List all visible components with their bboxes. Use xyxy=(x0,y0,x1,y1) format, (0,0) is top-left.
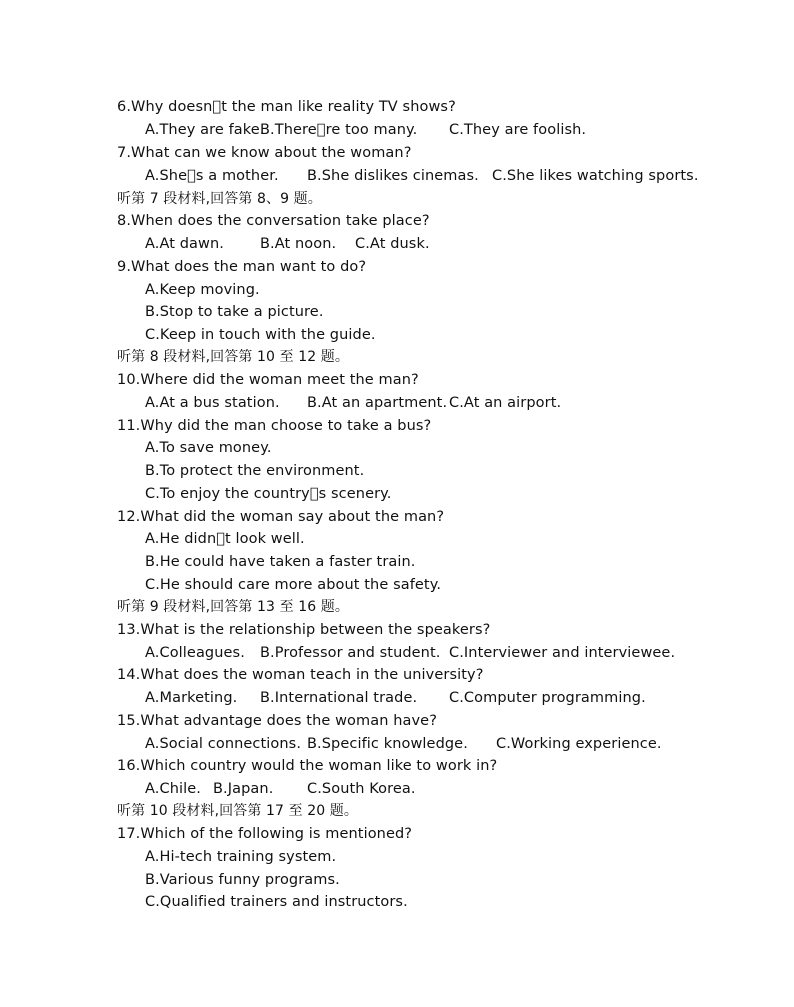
option-a: A.They are fake. xyxy=(145,122,265,138)
option-c: C.He should care more about the safety. xyxy=(145,577,442,593)
option-b: B.Various funny programs. xyxy=(145,872,340,888)
question-stem: 10.Where did the woman meet the man? xyxy=(117,372,419,388)
option-a: A.Colleagues. xyxy=(145,645,245,661)
option-c: C.At an airport. xyxy=(449,395,562,411)
question-stem: 17.Which of the following is mentioned? xyxy=(117,826,413,842)
option-b: B.There re too many. xyxy=(260,122,418,138)
option-b: B.Japan. xyxy=(213,781,274,797)
question-stem: 13.What is the relationship between the speakers? xyxy=(117,622,491,638)
option-a: A.Social connections. xyxy=(145,736,302,752)
option-a: A.To save money. xyxy=(145,440,272,456)
question-stem: 8.When does the conversation take place? xyxy=(117,213,430,229)
option-c: C.At dusk. xyxy=(355,236,430,252)
option-a: A.At dawn. xyxy=(145,236,224,252)
option-c: C.Interviewer and interviewee. xyxy=(449,645,676,661)
option-a: A.She s a mother. xyxy=(145,168,279,184)
option-a: A.Marketing. xyxy=(145,690,238,706)
option-b: B.At an apartment. xyxy=(307,395,448,411)
section-title: 听第 7 段材料,回答第 8、9 题。 xyxy=(117,191,322,207)
option-b: B.He could have taken a faster train. xyxy=(145,554,416,570)
option-a: A.He didn t look well. xyxy=(145,531,305,547)
option-a: A.Keep moving. xyxy=(145,282,260,298)
option-a: A.Hi-tech training system. xyxy=(145,849,337,865)
option-c: C.Keep in touch with the guide. xyxy=(145,327,376,343)
question-stem: 6.Why doesn t the man like reality TV shows? xyxy=(117,99,456,115)
option-c: C.She likes watching sports. xyxy=(492,168,699,184)
question-stem: 11.Why did the man choose to take a bus? xyxy=(117,418,432,434)
question-stem: 12.What did the woman say about the man? xyxy=(117,509,445,525)
option-c: C.Computer programming. xyxy=(449,690,646,706)
section-title: 听第 10 段材料,回答第 17 至 20 题。 xyxy=(117,803,358,819)
option-c: C.To enjoy the country s scenery. xyxy=(145,486,392,502)
question-stem: 15.What advantage does the woman have? xyxy=(117,713,437,729)
option-c: C.Qualified trainers and instructors. xyxy=(145,894,408,910)
option-b: B.International trade. xyxy=(260,690,418,706)
option-a: A.At a bus station. xyxy=(145,395,280,411)
option-b: B.Specific knowledge. xyxy=(307,736,468,752)
question-stem: 9.What does the man want to do? xyxy=(117,259,367,275)
option-b: B.Professor and student. xyxy=(260,645,441,661)
option-b: B.To protect the environment. xyxy=(145,463,365,479)
option-c: C.Working experience. xyxy=(496,736,662,752)
section-title: 听第 8 段材料,回答第 10 至 12 题。 xyxy=(117,349,349,365)
question-stem: 14.What does the woman teach in the university? xyxy=(117,667,484,683)
option-c: C.South Korea. xyxy=(307,781,416,797)
question-stem: 16.Which country would the woman like to work in? xyxy=(117,758,498,774)
section-title: 听第 9 段材料,回答第 13 至 16 题。 xyxy=(117,599,349,615)
option-b: B.Stop to take a picture. xyxy=(145,304,324,320)
option-b: B.She dislikes cinemas. xyxy=(307,168,479,184)
option-b: B.At noon. xyxy=(260,236,337,252)
option-a: A.Chile. xyxy=(145,781,201,797)
question-stem: 7.What can we know about the woman? xyxy=(117,145,412,161)
option-c: C.They are foolish. xyxy=(449,122,587,138)
